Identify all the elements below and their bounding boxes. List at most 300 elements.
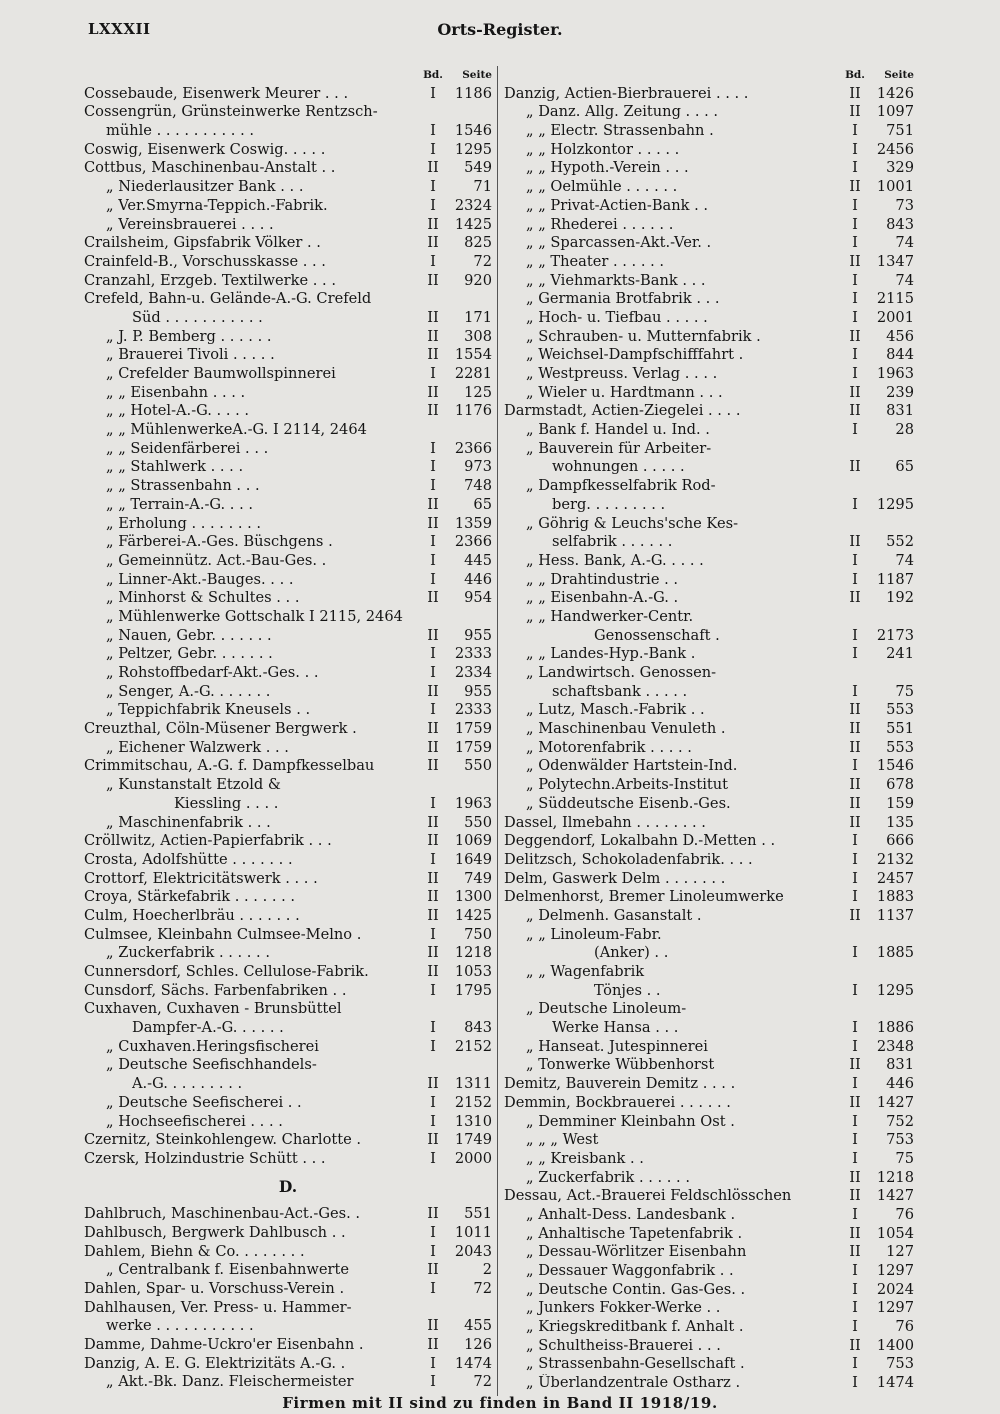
entry-band: I xyxy=(430,570,436,588)
register-entry xyxy=(84,1317,492,1336)
register-entry xyxy=(84,963,492,982)
entry-name: Tönjes . . xyxy=(594,981,661,999)
register-entry xyxy=(504,1000,914,1019)
entry-name: Genossenschaft . xyxy=(594,626,720,644)
entry-name: „ Brauerei Tivoli . . . . . xyxy=(106,346,275,364)
register-entry xyxy=(84,701,492,720)
entry-band: II xyxy=(427,1131,439,1149)
entry-band: II xyxy=(849,906,861,924)
entry-name: Crefeld, Bahn-u. Gelände-A.-G. Crefeld xyxy=(84,290,372,308)
register-entry xyxy=(504,1206,914,1225)
register-entry xyxy=(504,1318,914,1337)
register-entry xyxy=(84,757,492,776)
entry-band: II xyxy=(849,178,861,196)
register-entry xyxy=(84,122,492,141)
entry-name: „ Dampfkesselfabrik Rod- xyxy=(526,477,716,495)
entry-name: Czersk, Holzindustrie Schütt . . . xyxy=(84,1149,326,1167)
entry-band: II xyxy=(427,832,439,850)
entry-band: I xyxy=(430,1280,436,1297)
entry-name: „ Strassenbahn-Gesellschaft . xyxy=(526,1355,745,1373)
entry-name: Culm, Hoecherlbräu . . . . . . . xyxy=(84,906,300,924)
entry-band: II xyxy=(849,1187,861,1205)
entry-page: 239 xyxy=(886,383,914,401)
entry-page: 171 xyxy=(464,308,492,326)
entry-name: Croya, Stärkefabrik . . . . . . . xyxy=(84,888,296,906)
register-entry xyxy=(84,552,492,571)
register-entry xyxy=(84,645,492,664)
entry-page: 73 xyxy=(895,196,914,214)
register-entry xyxy=(84,739,492,758)
entry-name: „ „ Stahlwerk . . . . xyxy=(106,458,244,476)
entry-page: 1427 xyxy=(876,1187,914,1205)
entry-page: 1300 xyxy=(454,888,492,906)
entry-page: 2001 xyxy=(876,308,914,326)
entry-name: „ Niederlausitzer Bank . . . xyxy=(106,178,304,196)
entry-name: „ Tonwerke Wübbenhorst xyxy=(526,1056,715,1074)
register-entry xyxy=(504,870,914,889)
entry-band: II xyxy=(427,888,439,906)
register-entry xyxy=(84,1280,492,1299)
register-entry xyxy=(84,365,492,384)
entry-page: 2348 xyxy=(876,1037,914,1055)
entry-name: Crainfeld-B., Vorschusskasse . . . xyxy=(84,252,326,270)
entry-band: II xyxy=(427,813,439,831)
register-entry xyxy=(84,159,492,178)
register-entry xyxy=(84,1355,492,1374)
entry-page: 2333 xyxy=(454,645,492,663)
register-entry xyxy=(504,477,914,496)
register-entry xyxy=(84,515,492,534)
entry-name: „ Schultheiss-Brauerei . . . xyxy=(526,1336,721,1354)
entry-name: „ Zuckerfabrik . . . . . . xyxy=(106,944,270,962)
entry-page: 2456 xyxy=(876,140,914,158)
register-entry xyxy=(504,888,914,907)
entry-band: I xyxy=(852,1355,858,1373)
entry-band: I xyxy=(430,1223,436,1241)
entry-name: „ Weichsel-Dampfschifffahrt . xyxy=(526,346,744,364)
entry-band: I xyxy=(852,626,858,644)
entry-band: I xyxy=(852,850,858,868)
entry-page: 551 xyxy=(886,720,914,738)
register-entry xyxy=(504,1038,914,1057)
entry-page: 2115 xyxy=(876,290,914,308)
entry-band: I xyxy=(852,832,858,850)
entry-page: 1886 xyxy=(876,1019,914,1037)
register-entry xyxy=(84,477,492,496)
entry-name: „ Überlandzentrale Ostharz . xyxy=(526,1374,741,1392)
register-entry xyxy=(84,290,492,309)
entry-name: „ Kunstanstalt Etzold & xyxy=(106,776,281,794)
entry-band: I xyxy=(852,1280,858,1298)
entry-band: I xyxy=(430,1037,436,1055)
entry-page: 1347 xyxy=(876,252,914,270)
entry-band: I xyxy=(430,794,436,812)
register-entry xyxy=(84,1000,492,1019)
register-entry xyxy=(84,1131,492,1150)
entry-page: 1885 xyxy=(876,944,914,962)
register-entry xyxy=(84,982,492,1001)
entry-name: „ „ Holzkontor . . . . . xyxy=(526,140,680,158)
entry-name: Darmstadt, Actien-Ziegelei . . . . xyxy=(504,402,741,420)
entry-page: 65 xyxy=(895,458,914,476)
register-entry xyxy=(84,1243,492,1262)
entry-band: I xyxy=(852,1374,858,1392)
entry-page: 749 xyxy=(464,869,492,887)
entry-band: I xyxy=(852,1075,858,1093)
entry-name: schaftsbank . . . . . xyxy=(552,682,688,700)
register-entry xyxy=(84,795,492,814)
entry-name: „ „ Terrain-A.-G. . . . xyxy=(106,495,254,513)
entry-page: 844 xyxy=(886,346,914,364)
register-entry xyxy=(84,1224,492,1243)
entry-page: 1097 xyxy=(876,103,914,121)
entry-name: A.-G. . . . . . . . . xyxy=(132,1075,243,1093)
entry-page: 2173 xyxy=(876,626,914,644)
entry-name: Dahlbusch, Bergwerk Dahlbusch . . xyxy=(84,1223,346,1241)
register-entry xyxy=(84,627,492,646)
entry-page: 2457 xyxy=(876,869,914,887)
register-entry xyxy=(504,776,914,795)
entry-band: I xyxy=(852,944,858,962)
register-entry xyxy=(504,664,914,683)
entry-name: Dahlen, Spar- u. Vorschuss-Verein . xyxy=(84,1280,345,1297)
entry-band: I xyxy=(852,1037,858,1055)
entry-name: Delm, Gaswerk Delm . . . . . . . xyxy=(504,869,726,887)
entry-page: 1186 xyxy=(454,84,492,102)
entry-name: „ Maschinenfabrik . . . xyxy=(106,813,271,831)
entry-band: II xyxy=(849,327,861,345)
entry-page: 753 xyxy=(886,1355,914,1373)
entry-page: 1427 xyxy=(876,1093,914,1111)
entry-name: „ Peltzer, Gebr. . . . . . . xyxy=(106,645,273,663)
entry-page: 552 xyxy=(886,533,914,551)
register-entry xyxy=(504,216,914,235)
register-entry xyxy=(504,645,914,664)
entry-page: 1359 xyxy=(454,514,492,532)
entry-band: I xyxy=(430,981,436,999)
entry-page: 1295 xyxy=(876,981,914,999)
column-header-right xyxy=(504,66,914,85)
register-entry xyxy=(504,421,914,440)
register-entry xyxy=(504,589,914,608)
entry-name: „ „ Landes-Hyp.-Bank . xyxy=(526,645,696,663)
entry-band: II xyxy=(849,738,861,756)
entry-name: „ Delmenh. Gasanstalt . xyxy=(526,906,702,924)
entry-band: II xyxy=(427,495,439,513)
register-entry xyxy=(504,795,914,814)
entry-page: 666 xyxy=(886,832,914,850)
entry-band: II xyxy=(427,346,439,364)
register-entry xyxy=(504,851,914,870)
entry-page: 678 xyxy=(886,776,914,794)
entry-band: II xyxy=(427,514,439,532)
register-entry xyxy=(504,739,914,758)
register-entry xyxy=(504,907,914,926)
register-entry xyxy=(504,552,914,571)
entry-name: Czernitz, Steinkohlengew. Charlotte . xyxy=(84,1131,362,1149)
entry-name: „ „ Theater . . . . . . xyxy=(526,252,665,270)
entry-page: 1218 xyxy=(454,944,492,962)
entry-band: I xyxy=(852,140,858,158)
entry-name: „ Senger, A.-G. . . . . . . xyxy=(106,682,271,700)
register-entry xyxy=(504,926,914,945)
seite-header: Seite xyxy=(462,68,492,81)
register-entry xyxy=(504,757,914,776)
register-entry xyxy=(504,515,914,534)
entry-band: I xyxy=(430,458,436,476)
entry-name: Crimmitschau, A.-G. f. Dampfkesselbau xyxy=(84,757,375,775)
entry-band: II xyxy=(427,327,439,345)
entry-name: „ Linner-Akt.-Bauges. . . . xyxy=(106,570,294,588)
entry-name: Deggendorf, Lokalbahn D.-Metten . . xyxy=(504,832,776,850)
entry-band: II xyxy=(427,1317,439,1335)
entry-name: selfabrik . . . . . . xyxy=(552,533,673,551)
entry-page: 1137 xyxy=(876,906,914,924)
entry-name: Coswig, Eisenwerk Coswig. . . . . xyxy=(84,140,326,158)
entry-name: „ Teppichfabrik Kneusels . . xyxy=(106,701,311,719)
entry-name: Dahlem, Biehn & Co. . . . . . . . xyxy=(84,1242,305,1260)
entry-page: 1011 xyxy=(454,1223,492,1241)
entry-name: „ Schrauben- u. Mutternfabrik . xyxy=(526,327,761,345)
entry-name: „ Hochseefischerei . . . . xyxy=(106,1112,283,1130)
entry-band: II xyxy=(427,215,439,233)
entry-name: „ Anhaltische Tapetenfabrik . xyxy=(526,1224,743,1242)
entry-page: 1311 xyxy=(454,1075,492,1093)
entry-page: 2152 xyxy=(454,1037,492,1055)
entry-name: Dahlhausen, Ver. Press- u. Hammer- xyxy=(84,1298,352,1316)
entry-band: II xyxy=(427,906,439,924)
entry-band: I xyxy=(430,477,436,495)
entry-page: 1054 xyxy=(876,1224,914,1242)
entry-name: Crottorf, Elektricitätswerk . . . . xyxy=(84,869,318,887)
entry-band: II xyxy=(849,383,861,401)
register-entry xyxy=(504,944,914,963)
entry-name: „ Erholung . . . . . . . . xyxy=(106,514,262,532)
entry-band: I xyxy=(852,290,858,308)
entry-page: 1297 xyxy=(876,1299,914,1317)
entry-band: I xyxy=(852,1131,858,1149)
register-entry xyxy=(504,1262,914,1281)
entry-band: I xyxy=(852,888,858,906)
entry-band: I xyxy=(852,365,858,382)
register-entry xyxy=(84,328,492,347)
entry-name: Dampfer-A.-G. . . . . . xyxy=(132,1019,284,1037)
entry-page: 843 xyxy=(464,1019,492,1037)
entry-name: „ Crefelder Baumwollspinnerei xyxy=(106,365,336,382)
entry-band: II xyxy=(427,1205,439,1223)
entry-name: (Anker) . . xyxy=(594,944,669,962)
register-entry xyxy=(84,85,492,104)
column-header-left xyxy=(84,66,492,85)
register-entry xyxy=(504,496,914,515)
register-entry xyxy=(84,421,492,440)
entry-band: I xyxy=(852,271,858,289)
entry-page: 1187 xyxy=(876,570,914,588)
entry-page: 1554 xyxy=(454,346,492,364)
entry-name: „ Motorenfabrik . . . . . xyxy=(526,738,692,756)
page-number: LXXXII xyxy=(88,20,151,38)
register-entry xyxy=(504,1056,914,1075)
entry-page: 954 xyxy=(464,589,492,607)
entry-page: 831 xyxy=(886,1056,914,1074)
register-entry xyxy=(84,1056,492,1075)
entry-band: I xyxy=(852,234,858,252)
register-entry xyxy=(84,458,492,477)
entry-page: 1218 xyxy=(876,1168,914,1186)
entry-name: „ Eichener Walzwerk . . . xyxy=(106,738,289,756)
entry-name: „ Hess. Bank, A.-G. . . . . xyxy=(526,551,704,569)
entry-name: „ „ Handwerker-Centr. xyxy=(526,607,694,625)
register-entry xyxy=(504,720,914,739)
entry-band: I xyxy=(852,757,858,775)
entry-page: 135 xyxy=(886,813,914,831)
entry-page: 2281 xyxy=(454,365,492,382)
entry-page: 2132 xyxy=(876,850,914,868)
entry-name: „ „ Sparcassen-Akt.-Ver. . xyxy=(526,234,712,252)
entry-name: Demmin, Bockbrauerei . . . . . . xyxy=(504,1093,731,1111)
entry-page: 74 xyxy=(895,551,914,569)
entry-band: I xyxy=(852,122,858,140)
entry-band: I xyxy=(430,1354,436,1372)
register-entry xyxy=(504,272,914,291)
register-entry xyxy=(84,1336,492,1355)
entry-band: II xyxy=(427,159,439,177)
entry-band: I xyxy=(430,1019,436,1037)
entry-page: 1883 xyxy=(876,888,914,906)
register-entry xyxy=(504,1299,914,1318)
register-entry xyxy=(504,440,914,459)
register-entry xyxy=(504,253,914,272)
entry-band: I xyxy=(852,1318,858,1336)
register-entry xyxy=(504,1169,914,1188)
footer-note: Firmen mit II sind zu finden in Band II 1918/19. xyxy=(282,1394,718,1412)
entry-band: II xyxy=(427,1261,439,1279)
entry-page: 843 xyxy=(886,215,914,233)
entry-band: I xyxy=(852,346,858,364)
register-entry xyxy=(504,122,914,141)
entry-band: II xyxy=(849,701,861,719)
entry-name: „ Odenwälder Hartstein-Ind. xyxy=(526,757,738,775)
register-entry xyxy=(84,216,492,235)
entry-page: 1474 xyxy=(876,1374,914,1392)
entry-band: I xyxy=(430,925,436,943)
entry-page: 1295 xyxy=(454,140,492,158)
entry-name: „ Hoch- u. Tiefbau . . . . . xyxy=(526,308,708,326)
entry-band: I xyxy=(430,664,436,681)
entry-band: II xyxy=(427,383,439,401)
entry-band: II xyxy=(849,720,861,738)
register-entry xyxy=(84,496,492,515)
entry-name: „ „ Hotel-A.-G. . . . . xyxy=(106,402,250,420)
entry-page: 241 xyxy=(886,645,914,663)
entry-band: I xyxy=(852,308,858,326)
entry-page: 973 xyxy=(464,458,492,476)
register-entry xyxy=(504,701,914,720)
entry-name: Süd . . . . . . . . . . . xyxy=(132,308,263,326)
register-entry xyxy=(504,141,914,160)
entry-page: 1963 xyxy=(876,365,914,382)
entry-band: I xyxy=(430,122,436,140)
entry-page: 1425 xyxy=(454,215,492,233)
entry-page: 1176 xyxy=(454,402,492,420)
entry-band: I xyxy=(430,178,436,196)
register-entry xyxy=(504,1281,914,1300)
register-entry xyxy=(504,533,914,552)
register-entry xyxy=(504,103,914,122)
entry-band: II xyxy=(849,103,861,121)
register-entry xyxy=(84,234,492,253)
entry-band: I xyxy=(430,551,436,569)
register-entry xyxy=(84,926,492,945)
register-entry xyxy=(504,627,914,646)
entry-name: Cunnersdorf, Schles. Cellulose-Fabrik. xyxy=(84,963,369,980)
entry-band: I xyxy=(852,869,858,887)
entry-band: I xyxy=(430,252,436,270)
entry-page: 955 xyxy=(464,626,492,644)
register-entry xyxy=(84,103,492,122)
section-heading: D. xyxy=(278,1176,298,1196)
entry-name: Cuxhaven, Cuxhaven - Brunsbüttel xyxy=(84,1000,342,1018)
entry-band: I xyxy=(430,439,436,457)
entry-page: 2043 xyxy=(454,1242,492,1260)
register-entry xyxy=(84,533,492,552)
entry-band: I xyxy=(852,570,858,588)
band-header: Bd. xyxy=(423,68,443,81)
register-entry xyxy=(504,178,914,197)
register-entry xyxy=(504,683,914,702)
entry-band: II xyxy=(849,794,861,812)
entry-name: „ „ Electr. Strassenbahn . xyxy=(526,122,714,140)
register-entry xyxy=(84,1299,492,1318)
spacer xyxy=(84,1196,492,1205)
entry-band: I xyxy=(852,196,858,214)
entry-name: „ Akt.-Bk. Danz. Fleischermeister xyxy=(106,1373,354,1391)
entry-band: I xyxy=(430,701,436,719)
register-entry xyxy=(504,234,914,253)
entry-name: „ Färberei-A.-Ges. Büschgens . xyxy=(106,533,333,551)
register-entry xyxy=(504,1075,914,1094)
entry-name: „ „ Privat-Actien-Bank . . xyxy=(526,196,709,214)
entry-page: 74 xyxy=(895,271,914,289)
register-entry xyxy=(84,720,492,739)
entry-page: 446 xyxy=(464,570,492,588)
entry-name: „ Deutsche Seefischhandels- xyxy=(106,1056,317,1074)
entry-name: wohnungen . . . . . xyxy=(552,458,685,476)
entry-name: „ Germania Brotfabrik . . . xyxy=(526,290,720,308)
register-entry xyxy=(84,571,492,590)
entry-band: II xyxy=(849,1168,861,1186)
entry-name: „ Gemeinnütz. Act.-Bau-Ges. . xyxy=(106,551,327,569)
entry-band: II xyxy=(427,234,439,252)
entry-name: „ „ Seidenfärberei . . . xyxy=(106,439,269,457)
entry-name: „ Wieler u. Hardtmann . . . xyxy=(526,383,723,401)
entry-name: Cottbus, Maschinenbau-Anstalt . . xyxy=(84,159,336,177)
register-entry xyxy=(84,888,492,907)
entry-band: I xyxy=(852,1205,858,1223)
left-column xyxy=(84,66,492,1392)
register-entry xyxy=(84,272,492,291)
register-entry xyxy=(504,1187,914,1206)
entry-page: 1759 xyxy=(454,738,492,756)
register-entry xyxy=(504,1355,914,1374)
register-entry xyxy=(84,440,492,459)
entry-name: „ Anhalt-Dess. Landesbank . xyxy=(526,1205,736,1223)
entry-page: 125 xyxy=(464,383,492,401)
entry-page: 2152 xyxy=(454,1093,492,1111)
entry-page: 72 xyxy=(473,1280,492,1297)
entry-band: II xyxy=(427,963,439,980)
register-entry xyxy=(84,384,492,403)
